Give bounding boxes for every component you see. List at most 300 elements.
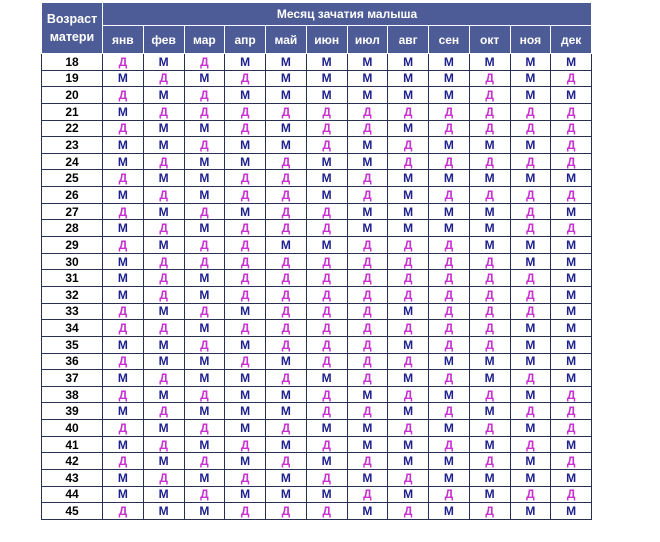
header-row-months <box>42 26 592 54</box>
boy-cell: М <box>510 237 551 254</box>
month-header: фев <box>143 26 184 54</box>
girl-cell: Д <box>103 386 144 403</box>
boy-cell: М <box>388 486 429 503</box>
boy-cell: М <box>184 286 225 303</box>
boy-cell: М <box>103 403 144 420</box>
boy-cell: М <box>551 87 592 104</box>
boy-cell: М <box>184 170 225 187</box>
boy-cell: М <box>103 220 144 237</box>
boy-cell: М <box>143 486 184 503</box>
boy-cell: М <box>551 303 592 320</box>
table-row <box>42 54 592 71</box>
girl-cell: Д <box>184 303 225 320</box>
table-row <box>42 386 592 403</box>
boy-cell: М <box>266 436 307 453</box>
girl-cell: Д <box>388 386 429 403</box>
mother-age-cell: 23 <box>42 137 103 154</box>
girl-cell: Д <box>429 187 470 204</box>
boy-cell: М <box>143 203 184 220</box>
girl-cell: Д <box>184 54 225 71</box>
boy-cell: М <box>429 87 470 104</box>
girl-cell: Д <box>469 320 510 337</box>
month-header: апр <box>225 26 266 54</box>
table-row <box>42 486 592 503</box>
boy-cell: М <box>103 137 144 154</box>
girl-cell: Д <box>184 336 225 353</box>
boy-cell: М <box>347 153 388 170</box>
girl-cell: Д <box>469 420 510 437</box>
boy-cell: М <box>143 120 184 137</box>
mother-age-cell: 45 <box>42 503 103 520</box>
girl-cell: Д <box>184 203 225 220</box>
girl-cell: Д <box>306 403 347 420</box>
boy-cell: М <box>103 370 144 387</box>
boy-cell: М <box>184 503 225 520</box>
table-row <box>42 470 592 487</box>
month-header: авг <box>388 26 429 54</box>
girl-cell: Д <box>306 353 347 370</box>
girl-cell: Д <box>266 286 307 303</box>
girl-cell: Д <box>510 153 551 170</box>
boy-cell: М <box>306 87 347 104</box>
boy-cell: М <box>510 137 551 154</box>
boy-cell: М <box>103 103 144 120</box>
gender-prediction-table <box>41 2 592 520</box>
girl-cell: Д <box>510 220 551 237</box>
boy-cell: М <box>306 370 347 387</box>
boy-cell: М <box>347 386 388 403</box>
girl-cell: Д <box>469 103 510 120</box>
boy-cell: М <box>388 220 429 237</box>
boy-cell: М <box>266 137 307 154</box>
girl-cell: Д <box>184 486 225 503</box>
mother-age-cell: 41 <box>42 436 103 453</box>
boy-cell: М <box>143 87 184 104</box>
girl-cell: Д <box>429 237 470 254</box>
girl-cell: Д <box>388 353 429 370</box>
boy-cell: М <box>551 253 592 270</box>
girl-cell: Д <box>388 286 429 303</box>
boy-cell: М <box>388 120 429 137</box>
boy-cell: М <box>103 470 144 487</box>
boy-cell: М <box>103 436 144 453</box>
girl-cell: Д <box>429 153 470 170</box>
table-row <box>42 336 592 353</box>
boy-cell: М <box>266 54 307 71</box>
boy-cell: М <box>551 336 592 353</box>
table-row <box>42 103 592 120</box>
mother-age-header <box>42 3 103 54</box>
boy-cell: М <box>184 153 225 170</box>
boy-cell: М <box>429 470 470 487</box>
table-row <box>42 303 592 320</box>
girl-cell: Д <box>551 453 592 470</box>
girl-cell: Д <box>429 120 470 137</box>
girl-cell: Д <box>143 187 184 204</box>
girl-cell: Д <box>551 386 592 403</box>
girl-cell: Д <box>103 320 144 337</box>
boy-cell: М <box>184 470 225 487</box>
boy-cell: М <box>103 253 144 270</box>
boy-cell: М <box>184 220 225 237</box>
mother-age-cell: 36 <box>42 353 103 370</box>
conception-table-container <box>41 2 591 520</box>
boy-cell: М <box>225 453 266 470</box>
mother-age-cell: 33 <box>42 303 103 320</box>
boy-cell: М <box>306 170 347 187</box>
boy-cell: М <box>347 137 388 154</box>
boy-cell: М <box>510 70 551 87</box>
boy-cell: М <box>103 153 144 170</box>
girl-cell: Д <box>347 170 388 187</box>
girl-cell: Д <box>225 286 266 303</box>
girl-cell: Д <box>184 237 225 254</box>
mother-age-cell: 40 <box>42 420 103 437</box>
girl-cell: Д <box>306 386 347 403</box>
boy-cell: М <box>143 353 184 370</box>
girl-cell: Д <box>103 420 144 437</box>
mother-age-cell: 28 <box>42 220 103 237</box>
girl-cell: Д <box>103 54 144 71</box>
girl-cell: Д <box>103 203 144 220</box>
girl-cell: Д <box>510 370 551 387</box>
conception-month-title: Месяц зачатия малыша <box>103 3 592 26</box>
header-row-title <box>42 3 592 26</box>
boy-cell: М <box>225 370 266 387</box>
boy-cell: М <box>551 436 592 453</box>
boy-cell: М <box>143 137 184 154</box>
boy-cell: М <box>143 336 184 353</box>
mother-age-cell: 44 <box>42 486 103 503</box>
girl-cell: Д <box>184 253 225 270</box>
mother-age-cell: 32 <box>42 286 103 303</box>
boy-cell: М <box>143 237 184 254</box>
girl-cell: Д <box>510 486 551 503</box>
month-header: дек <box>551 26 592 54</box>
boy-cell: М <box>551 503 592 520</box>
boy-cell: М <box>347 54 388 71</box>
girl-cell: Д <box>184 137 225 154</box>
boy-cell: М <box>143 54 184 71</box>
girl-cell: Д <box>225 187 266 204</box>
boy-cell: М <box>347 87 388 104</box>
mother-age-cell: 34 <box>42 320 103 337</box>
boy-cell: М <box>388 403 429 420</box>
mother-age-cell: 18 <box>42 54 103 71</box>
boy-cell: М <box>388 70 429 87</box>
boy-cell: М <box>143 453 184 470</box>
girl-cell: Д <box>469 503 510 520</box>
table-row <box>42 353 592 370</box>
girl-cell: Д <box>469 187 510 204</box>
girl-cell: Д <box>225 120 266 137</box>
table-row <box>42 270 592 287</box>
boy-cell: М <box>551 203 592 220</box>
boy-cell: М <box>510 54 551 71</box>
girl-cell: Д <box>347 120 388 137</box>
boy-cell: М <box>510 87 551 104</box>
boy-cell: М <box>143 386 184 403</box>
girl-cell: Д <box>306 320 347 337</box>
girl-cell: Д <box>510 286 551 303</box>
boy-cell: М <box>184 370 225 387</box>
girl-cell: Д <box>306 120 347 137</box>
girl-cell: Д <box>388 253 429 270</box>
girl-cell: Д <box>510 103 551 120</box>
girl-cell: Д <box>143 286 184 303</box>
boy-cell: М <box>510 253 551 270</box>
girl-cell: Д <box>429 303 470 320</box>
table-row <box>42 187 592 204</box>
boy-cell: М <box>103 70 144 87</box>
girl-cell: Д <box>266 220 307 237</box>
month-header: июл <box>347 26 388 54</box>
girl-cell: Д <box>306 470 347 487</box>
month-header: мар <box>184 26 225 54</box>
boy-cell: М <box>143 170 184 187</box>
girl-cell: Д <box>429 436 470 453</box>
boy-cell: М <box>429 503 470 520</box>
boy-cell: М <box>184 70 225 87</box>
month-header: июн <box>306 26 347 54</box>
boy-cell: М <box>225 87 266 104</box>
girl-cell: Д <box>347 103 388 120</box>
boy-cell: М <box>184 270 225 287</box>
girl-cell: Д <box>429 320 470 337</box>
girl-cell: Д <box>143 103 184 120</box>
girl-cell: Д <box>510 403 551 420</box>
girl-cell: Д <box>143 220 184 237</box>
girl-cell: Д <box>266 203 307 220</box>
girl-cell: Д <box>469 120 510 137</box>
boy-cell: М <box>469 470 510 487</box>
girl-cell: Д <box>429 370 470 387</box>
girl-cell: Д <box>306 103 347 120</box>
girl-cell: Д <box>551 486 592 503</box>
girl-cell: Д <box>184 103 225 120</box>
boy-cell: М <box>143 503 184 520</box>
table-row <box>42 70 592 87</box>
boy-cell: М <box>429 54 470 71</box>
girl-cell: Д <box>551 420 592 437</box>
girl-cell: Д <box>143 153 184 170</box>
mother-age-cell: 43 <box>42 470 103 487</box>
girl-cell: Д <box>225 503 266 520</box>
girl-cell: Д <box>266 153 307 170</box>
boy-cell: М <box>429 170 470 187</box>
girl-cell: Д <box>225 470 266 487</box>
mother-age-cell: 38 <box>42 386 103 403</box>
mother-age-cell: 39 <box>42 403 103 420</box>
table-body <box>42 54 592 520</box>
girl-cell: Д <box>306 503 347 520</box>
girl-cell: Д <box>225 253 266 270</box>
boy-cell: М <box>551 270 592 287</box>
boy-cell: М <box>347 420 388 437</box>
girl-cell: Д <box>306 270 347 287</box>
girl-cell: Д <box>510 120 551 137</box>
boy-cell: М <box>266 237 307 254</box>
girl-cell: Д <box>143 403 184 420</box>
girl-cell: Д <box>225 237 266 254</box>
boy-cell: М <box>225 203 266 220</box>
girl-cell: Д <box>306 336 347 353</box>
table-row <box>42 203 592 220</box>
girl-cell: Д <box>469 70 510 87</box>
girl-cell: Д <box>266 420 307 437</box>
table-row <box>42 436 592 453</box>
girl-cell: Д <box>225 103 266 120</box>
boy-cell: М <box>469 137 510 154</box>
girl-cell: Д <box>306 303 347 320</box>
mother-age-header-line2: матери <box>49 30 95 44</box>
girl-cell: Д <box>347 353 388 370</box>
girl-cell: Д <box>510 203 551 220</box>
girl-cell: Д <box>429 103 470 120</box>
boy-cell: М <box>469 403 510 420</box>
month-header: окт <box>469 26 510 54</box>
girl-cell: Д <box>388 153 429 170</box>
girl-cell: Д <box>266 503 307 520</box>
boy-cell: М <box>429 386 470 403</box>
girl-cell: Д <box>429 486 470 503</box>
boy-cell: М <box>510 503 551 520</box>
boy-cell: М <box>388 54 429 71</box>
boy-cell: М <box>266 386 307 403</box>
girl-cell: Д <box>184 87 225 104</box>
girl-cell: Д <box>347 187 388 204</box>
boy-cell: М <box>306 420 347 437</box>
boy-cell: М <box>429 420 470 437</box>
boy-cell: М <box>225 303 266 320</box>
girl-cell: Д <box>388 270 429 287</box>
boy-cell: М <box>388 170 429 187</box>
boy-cell: М <box>143 420 184 437</box>
girl-cell: Д <box>143 320 184 337</box>
boy-cell: М <box>469 237 510 254</box>
boy-cell: М <box>347 470 388 487</box>
boy-cell: М <box>510 386 551 403</box>
mother-age-cell: 24 <box>42 153 103 170</box>
boy-cell: М <box>225 486 266 503</box>
girl-cell: Д <box>469 253 510 270</box>
girl-cell: Д <box>103 120 144 137</box>
girl-cell: Д <box>184 420 225 437</box>
table-row <box>42 320 592 337</box>
mother-age-cell: 25 <box>42 170 103 187</box>
girl-cell: Д <box>225 270 266 287</box>
boy-cell: М <box>429 353 470 370</box>
mother-age-cell: 31 <box>42 270 103 287</box>
boy-cell: М <box>184 436 225 453</box>
boy-cell: М <box>510 453 551 470</box>
girl-cell: Д <box>551 70 592 87</box>
girl-cell: Д <box>469 87 510 104</box>
girl-cell: Д <box>103 353 144 370</box>
boy-cell: М <box>103 270 144 287</box>
boy-cell: М <box>225 54 266 71</box>
boy-cell: М <box>225 137 266 154</box>
girl-cell: Д <box>266 170 307 187</box>
girl-cell: Д <box>306 286 347 303</box>
girl-cell: Д <box>469 453 510 470</box>
table-row <box>42 286 592 303</box>
girl-cell: Д <box>266 103 307 120</box>
boy-cell: М <box>184 353 225 370</box>
girl-cell: Д <box>551 220 592 237</box>
girl-cell: Д <box>143 370 184 387</box>
table-row <box>42 370 592 387</box>
boy-cell: М <box>143 303 184 320</box>
girl-cell: Д <box>469 386 510 403</box>
boy-cell: М <box>469 54 510 71</box>
girl-cell: Д <box>266 187 307 204</box>
boy-cell: М <box>184 187 225 204</box>
month-header: ноя <box>510 26 551 54</box>
boy-cell: М <box>266 70 307 87</box>
boy-cell: М <box>469 436 510 453</box>
table-row <box>42 253 592 270</box>
boy-cell: М <box>225 336 266 353</box>
girl-cell: Д <box>225 70 266 87</box>
boy-cell: М <box>429 70 470 87</box>
girl-cell: Д <box>347 320 388 337</box>
boy-cell: М <box>469 353 510 370</box>
mother-age-header-line1: Возраст <box>46 12 98 26</box>
girl-cell: Д <box>306 137 347 154</box>
boy-cell: М <box>388 203 429 220</box>
table-header <box>42 3 592 54</box>
girl-cell: Д <box>266 336 307 353</box>
girl-cell: Д <box>388 137 429 154</box>
mother-age-cell: 30 <box>42 253 103 270</box>
boy-cell: М <box>347 70 388 87</box>
girl-cell: Д <box>184 453 225 470</box>
boy-cell: М <box>266 486 307 503</box>
boy-cell: М <box>103 486 144 503</box>
boy-cell: М <box>266 470 307 487</box>
mother-age-cell: 19 <box>42 70 103 87</box>
girl-cell: Д <box>306 253 347 270</box>
boy-cell: М <box>429 203 470 220</box>
girl-cell: Д <box>103 303 144 320</box>
girl-cell: Д <box>225 320 266 337</box>
boy-cell: М <box>510 470 551 487</box>
boy-cell: М <box>388 87 429 104</box>
boy-cell: М <box>347 503 388 520</box>
girl-cell: Д <box>306 436 347 453</box>
girl-cell: Д <box>551 120 592 137</box>
mother-age-cell: 27 <box>42 203 103 220</box>
girl-cell: Д <box>143 70 184 87</box>
boy-cell: М <box>184 120 225 137</box>
girl-cell: Д <box>103 237 144 254</box>
table-row <box>42 503 592 520</box>
boy-cell: М <box>347 220 388 237</box>
girl-cell: Д <box>347 370 388 387</box>
girl-cell: Д <box>103 453 144 470</box>
girl-cell: Д <box>306 203 347 220</box>
boy-cell: М <box>225 386 266 403</box>
mother-age-cell: 20 <box>42 87 103 104</box>
boy-cell: М <box>306 70 347 87</box>
girl-cell: Д <box>469 153 510 170</box>
boy-cell: М <box>306 153 347 170</box>
girl-cell: Д <box>551 137 592 154</box>
girl-cell: Д <box>551 403 592 420</box>
boy-cell: М <box>306 237 347 254</box>
boy-cell: М <box>306 486 347 503</box>
